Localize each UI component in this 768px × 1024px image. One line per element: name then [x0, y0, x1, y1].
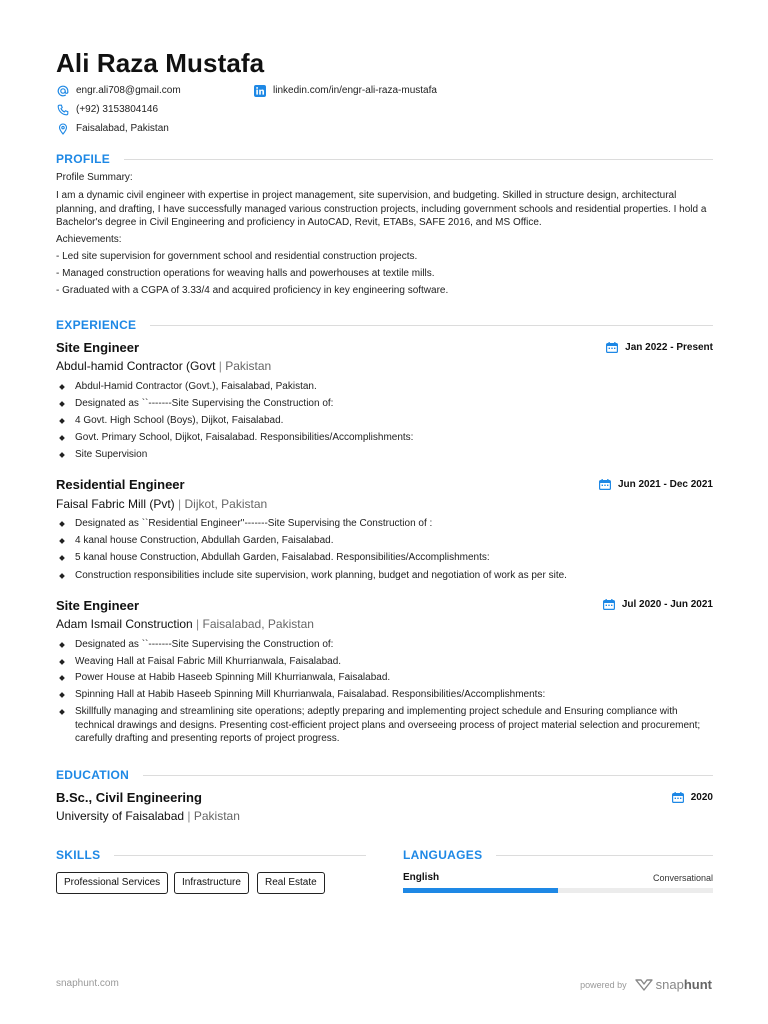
degree-title: B.Sc., Civil Engineering: [56, 790, 202, 805]
language-level: Conversational: [652, 873, 713, 883]
at-icon: [56, 84, 69, 97]
achievements-label: Achievements:: [56, 234, 122, 245]
powered-by-text: powered by: [580, 979, 627, 990]
job-bullet: Power House at Habib Haseeb Spinning Mill Khurrianwala, Faisalabad.: [56, 671, 713, 685]
footer-site-link[interactable]: snaphunt.com: [56, 978, 119, 989]
experience-heading-text: EXPERIENCE: [56, 318, 137, 332]
job-bullet: Abdul-Hamid Contractor (Govt.), Faisalabad, Pakistan.: [56, 380, 713, 394]
job-bullet: Skillfully managing and streamlining site operations; adeptly preparing and implementing project schedule and Ensuring compliance with technical drawings and designs. Presenting cost-efficient project plans and overseeing process of project material selection and procurement; carefully drafting and presenting reports of project progress.: [56, 705, 713, 746]
skills-heading-text: SKILLS: [56, 848, 101, 862]
job-bullet: Designated as ``Residential Engineer''-------Site Supervising the Construction of :: [56, 517, 713, 531]
job-title: Site Engineer: [56, 340, 140, 355]
contact-linkedin[interactable]: [253, 84, 437, 97]
job-company-line: [56, 617, 314, 631]
brand-part-a: snap: [655, 977, 684, 992]
job-company-line: [56, 497, 267, 511]
section-divider: [143, 775, 713, 776]
language-proficiency-fill: [403, 888, 558, 893]
location-pin-icon: [56, 122, 69, 135]
job-bullet: Govt. Primary School, Dijkot, Faisalabad. Responsibilities/Accomplishments:: [56, 431, 713, 445]
date-text: Jan 2022 - Present: [625, 342, 713, 353]
separator: |: [184, 809, 194, 823]
experience-section-heading: [56, 318, 713, 332]
job-bullet: Spinning Hall at Habib Haseeb Spinning Mill Khurrianwala, Faisalabad. Responsibilities/Accomplishments:: [56, 688, 713, 702]
calendar-icon: [672, 792, 684, 803]
section-divider: [150, 325, 713, 326]
contact-location: [56, 122, 169, 135]
profile-heading-text: PROFILE: [56, 152, 111, 166]
company-name: Adam Ismail Construction: [56, 617, 193, 631]
school-line: [56, 809, 240, 823]
company-name: Abdul-hamid Contractor (Govt: [56, 359, 216, 373]
calendar-icon: [599, 479, 611, 490]
separator: |: [174, 497, 185, 511]
section-divider: [496, 855, 713, 856]
location-text: Faisalabad, Pakistan: [76, 123, 169, 134]
phone-text: (+92) 3153804146: [76, 104, 159, 115]
language-proficiency-bar: [403, 888, 713, 893]
company-name: Faisal Fabric Mill (Pvt): [56, 497, 175, 511]
brand-part-b: hunt: [683, 977, 712, 992]
section-divider: [124, 159, 713, 160]
job-bullet: Designated as ``-------Site Supervising the Construction of:: [56, 397, 713, 411]
profile-summary-label: Profile Summary:: [56, 172, 133, 183]
skill-tag: Professional Services: [56, 872, 168, 894]
calendar-icon: [606, 342, 618, 353]
job-bullet: Construction responsibilities include site supervision, work planning, budget and negotiation of work as per site.: [56, 569, 713, 583]
contact-phone[interactable]: [56, 103, 158, 116]
achievement-item: - Led site supervision for government school and residential construction projects.: [56, 251, 418, 262]
date-text: Jul 2020 - Jun 2021: [621, 599, 713, 610]
job-bullet: Weaving Hall at Faisal Fabric Mill Khurrianwala, Faisalabad.: [56, 655, 713, 669]
achievement-item: - Managed construction operations for weaving halls and powerhouses at textile mills.: [56, 268, 435, 279]
job-bullet: Designated as ``-------Site Supervising the Construction of:: [56, 638, 713, 652]
phone-icon: [56, 103, 69, 116]
skills-section-heading: [56, 848, 366, 862]
snaphunt-logo-icon: [635, 978, 653, 992]
languages-heading-text: LANGUAGES: [403, 848, 483, 862]
job-location: Dijkot, Pakistan: [184, 497, 268, 511]
education-year: [672, 792, 713, 803]
footer-brand[interactable]: [580, 977, 712, 992]
separator: |: [215, 359, 226, 373]
education-heading-text: EDUCATION: [56, 768, 130, 782]
separator: |: [192, 617, 203, 631]
languages-section-heading: [403, 848, 713, 862]
job-bullet: 4 kanal house Construction, Abdullah Garden, Faisalabad.: [56, 534, 713, 548]
job-dates: [603, 599, 713, 610]
language-name: English: [403, 872, 440, 883]
job-title: Site Engineer: [56, 598, 140, 613]
job-bullet: Site Supervision: [56, 448, 713, 462]
linkedin-icon: [253, 84, 266, 97]
brand-name: [656, 977, 712, 992]
year-text: 2020: [690, 792, 713, 803]
linkedin-text: linkedin.com/in/engr-ali-raza-mustafa: [273, 85, 437, 96]
candidate-name: Ali Raza Mustafa: [56, 48, 265, 78]
section-divider: [114, 855, 366, 856]
job-bullet: 5 kanal house Construction, Abdullah Garden, Faisalabad. Responsibilities/Accomplishments:: [56, 551, 713, 565]
date-text: Jun 2021 - Dec 2021: [617, 479, 713, 490]
skill-tag: Infrastructure: [174, 872, 249, 894]
profile-section-heading: [56, 152, 713, 166]
school-location: Pakistan: [193, 809, 240, 823]
email-text: engr.ali708@gmail.com: [76, 85, 181, 96]
job-dates: [599, 479, 713, 490]
job-location: Faisalabad, Pakistan: [202, 617, 314, 631]
job-location: Pakistan: [225, 359, 272, 373]
job-dates: [606, 342, 713, 353]
contact-email[interactable]: [56, 84, 181, 97]
achievement-item: - Graduated with a CGPA of 3.33/4 and acquired proficiency in key engineering software.: [56, 285, 449, 296]
education-section-heading: [56, 768, 713, 782]
school-name: University of Faisalabad: [56, 809, 185, 823]
skill-tag: Real Estate: [257, 872, 325, 894]
profile-summary: I am a dynamic civil engineer with expertise in project management, site supervision, and budgeting. Skilled in structure design, architectural planning, and drafting, I have successfully managed various construction projects, including government schools and residential properties. I hold a Bachelor's degree in Civil Engineering and proficiency in AutoCAD, Revit, ETABs, SAFE 2016, and MS Office.: [56, 190, 707, 228]
job-bullet: 4 Govt. High School (Boys), Dijkot, Faisalabad.: [56, 414, 713, 428]
job-title: Residential Engineer: [56, 477, 185, 492]
calendar-icon: [603, 599, 615, 610]
job-company-line: [56, 359, 271, 373]
